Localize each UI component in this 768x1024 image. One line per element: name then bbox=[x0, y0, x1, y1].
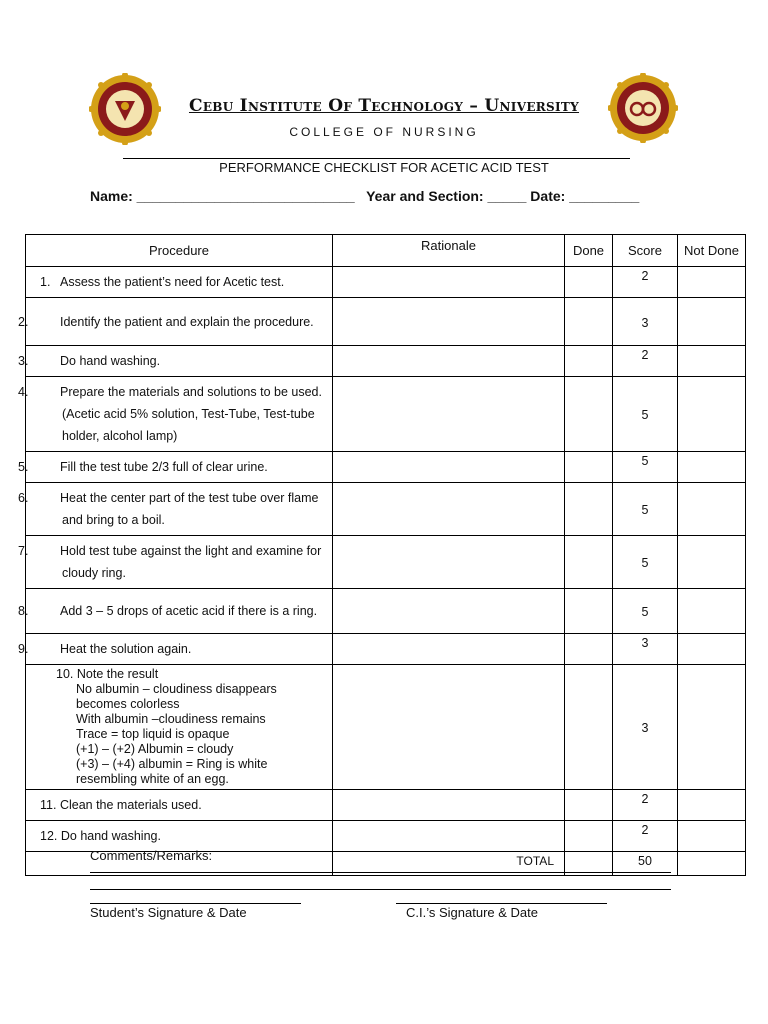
not-done-cell[interactable] bbox=[678, 589, 746, 634]
done-cell[interactable] bbox=[565, 267, 613, 298]
done-cell[interactable] bbox=[565, 634, 613, 665]
total-not-done-cell bbox=[678, 852, 746, 876]
step-number: 10. bbox=[56, 667, 74, 681]
procedure-cell bbox=[26, 267, 333, 298]
rationale-cell[interactable] bbox=[333, 452, 565, 483]
table-row bbox=[26, 377, 746, 452]
procedure-cell bbox=[18, 298, 333, 346]
step-text: Fill the test tube 2/3 full of clear urine. bbox=[60, 460, 268, 474]
procedure-cell bbox=[26, 665, 333, 790]
score-cell: 5 bbox=[613, 452, 678, 483]
done-cell[interactable] bbox=[565, 298, 613, 346]
not-done-cell[interactable] bbox=[678, 821, 746, 852]
step-text: Hold test tube against the light and examine for cloudy ring. bbox=[60, 544, 322, 580]
score-cell: 2 bbox=[613, 346, 678, 377]
rationale-cell[interactable] bbox=[333, 665, 565, 790]
comments-line[interactable] bbox=[90, 889, 671, 890]
step-text: Clean the materials used. bbox=[59, 798, 202, 812]
result-detail: No albumin – cloudiness disappears becomes colorless bbox=[76, 682, 277, 711]
procedure-cell bbox=[26, 821, 333, 852]
step-number: 7. bbox=[18, 544, 29, 558]
table-row bbox=[26, 346, 746, 377]
procedure-cell bbox=[18, 346, 333, 377]
not-done-cell[interactable] bbox=[678, 634, 746, 665]
step-number: 12. bbox=[40, 829, 58, 843]
done-header: Done bbox=[565, 235, 613, 267]
done-cell[interactable] bbox=[565, 377, 613, 452]
step-number: 3. bbox=[18, 354, 29, 368]
done-cell[interactable] bbox=[565, 790, 613, 821]
step-text: Do hand washing. bbox=[60, 354, 161, 368]
not-done-header: Not Done bbox=[678, 235, 746, 267]
not-done-cell[interactable] bbox=[678, 790, 746, 821]
college-name: COLLEGE OF NURSING bbox=[289, 125, 479, 139]
rationale-cell[interactable] bbox=[333, 589, 565, 634]
score-cell: 2 bbox=[613, 267, 678, 298]
step-number: 6. bbox=[18, 491, 29, 505]
result-detail: Trace = top liquid is opaque bbox=[76, 727, 230, 741]
done-cell[interactable] bbox=[565, 536, 613, 589]
table-row bbox=[26, 790, 746, 821]
checklist-title: PERFORMANCE CHECKLIST FOR ACETIC ACID TEST bbox=[219, 160, 549, 175]
ci-signature-line[interactable] bbox=[396, 903, 607, 904]
comments-line[interactable] bbox=[90, 872, 671, 873]
total-score: 50 bbox=[613, 852, 678, 876]
rationale-header: Rationale bbox=[333, 235, 565, 267]
result-detail: With albumin –cloudiness remains bbox=[76, 712, 266, 726]
done-cell[interactable] bbox=[565, 589, 613, 634]
score-cell: 2 bbox=[613, 821, 678, 852]
not-done-cell[interactable] bbox=[678, 298, 746, 346]
step-text: Heat the center part of the test tube over flame and bring to a boil. bbox=[60, 491, 319, 527]
score-cell: 2 bbox=[613, 790, 678, 821]
not-done-cell[interactable] bbox=[678, 346, 746, 377]
checklist-table bbox=[18, 234, 746, 876]
score-cell: 3 bbox=[613, 298, 678, 346]
table-row bbox=[26, 267, 746, 298]
not-done-cell[interactable] bbox=[678, 665, 746, 790]
rationale-cell[interactable] bbox=[333, 821, 565, 852]
not-done-cell[interactable] bbox=[678, 536, 746, 589]
not-done-cell[interactable] bbox=[678, 267, 746, 298]
title-rule bbox=[123, 158, 630, 159]
table-row bbox=[26, 665, 746, 790]
done-cell[interactable] bbox=[565, 452, 613, 483]
student-signature-line[interactable] bbox=[90, 903, 301, 904]
rationale-cell[interactable] bbox=[333, 483, 565, 536]
procedure-cell bbox=[18, 377, 333, 452]
procedure-cell bbox=[18, 536, 333, 589]
step-number: 1. bbox=[40, 275, 51, 289]
done-cell[interactable] bbox=[565, 665, 613, 790]
procedure-header: Procedure bbox=[26, 235, 333, 267]
step-number: 8. bbox=[18, 604, 29, 618]
procedure-cell bbox=[18, 452, 333, 483]
step-text: Prepare the materials and solutions to be used. (Acetic acid 5% solution, Test-Tube, Test-tube holder, alcohol lamp) bbox=[60, 385, 322, 443]
score-cell: 5 bbox=[613, 536, 678, 589]
step-number: 2. bbox=[18, 314, 29, 329]
not-done-cell[interactable] bbox=[678, 483, 746, 536]
procedure-cell bbox=[18, 483, 333, 536]
step-text: Note the result bbox=[76, 667, 159, 681]
table-row bbox=[26, 298, 746, 346]
step-text: Add 3 – 5 drops of acetic acid if there is a ring. bbox=[60, 604, 318, 618]
procedure-cell bbox=[26, 790, 333, 821]
comments-label: Comments/Remarks: bbox=[90, 848, 213, 863]
table-row bbox=[26, 589, 746, 634]
step-heading bbox=[56, 667, 324, 682]
step-number: 4. bbox=[18, 385, 29, 399]
step-text: Assess the patient’s need for Acetic test. bbox=[60, 275, 285, 289]
table-row bbox=[26, 536, 746, 589]
score-cell: 3 bbox=[613, 634, 678, 665]
rationale-cell[interactable] bbox=[333, 377, 565, 452]
student-signature-label: Student’s Signature & Date bbox=[90, 905, 247, 920]
table-row bbox=[26, 821, 746, 852]
not-done-cell[interactable] bbox=[678, 377, 746, 452]
score-cell: 5 bbox=[613, 483, 678, 536]
step-text: Do hand washing. bbox=[60, 829, 161, 843]
done-cell[interactable] bbox=[565, 346, 613, 377]
total-label: TOTAL bbox=[333, 852, 565, 876]
rationale-cell[interactable] bbox=[333, 346, 565, 377]
table-row bbox=[26, 452, 746, 483]
done-cell[interactable] bbox=[565, 483, 613, 536]
score-header: Score bbox=[613, 235, 678, 267]
rationale-cell[interactable] bbox=[333, 298, 565, 346]
score-cell: 5 bbox=[613, 377, 678, 452]
rationale-cell[interactable] bbox=[333, 267, 565, 298]
procedure-cell bbox=[18, 634, 333, 665]
ci-signature-label: C.I.’s Signature & Date bbox=[406, 905, 538, 920]
step-number: 5. bbox=[18, 460, 29, 474]
rationale-cell[interactable] bbox=[333, 790, 565, 821]
rationale-cell[interactable] bbox=[333, 634, 565, 665]
done-cell[interactable] bbox=[565, 821, 613, 852]
result-detail: (+1) – (+2) Albumin = cloudy bbox=[76, 742, 234, 756]
result-detail: (+3) – (+4) albumin = Ring is white resembling white of an egg. bbox=[76, 757, 268, 786]
procedure-cell bbox=[18, 589, 333, 634]
not-done-cell[interactable] bbox=[678, 452, 746, 483]
student-info-line: Name: ____________________________ Year and Section: _____ Date: _________ bbox=[90, 188, 640, 204]
step-number: 9. bbox=[18, 642, 29, 656]
institution-name: Cebu Institute Of Technology – University bbox=[188, 96, 580, 116]
table-row bbox=[26, 634, 746, 665]
table-header-row bbox=[26, 235, 746, 267]
table-row bbox=[26, 483, 746, 536]
score-cell: 5 bbox=[613, 589, 678, 634]
step-text: Identify the patient and explain the procedure. bbox=[60, 314, 314, 329]
score-cell: 3 bbox=[613, 665, 678, 790]
rationale-cell[interactable] bbox=[333, 536, 565, 589]
step-text: Heat the solution again. bbox=[60, 642, 192, 656]
step-number: 11. bbox=[40, 798, 57, 812]
